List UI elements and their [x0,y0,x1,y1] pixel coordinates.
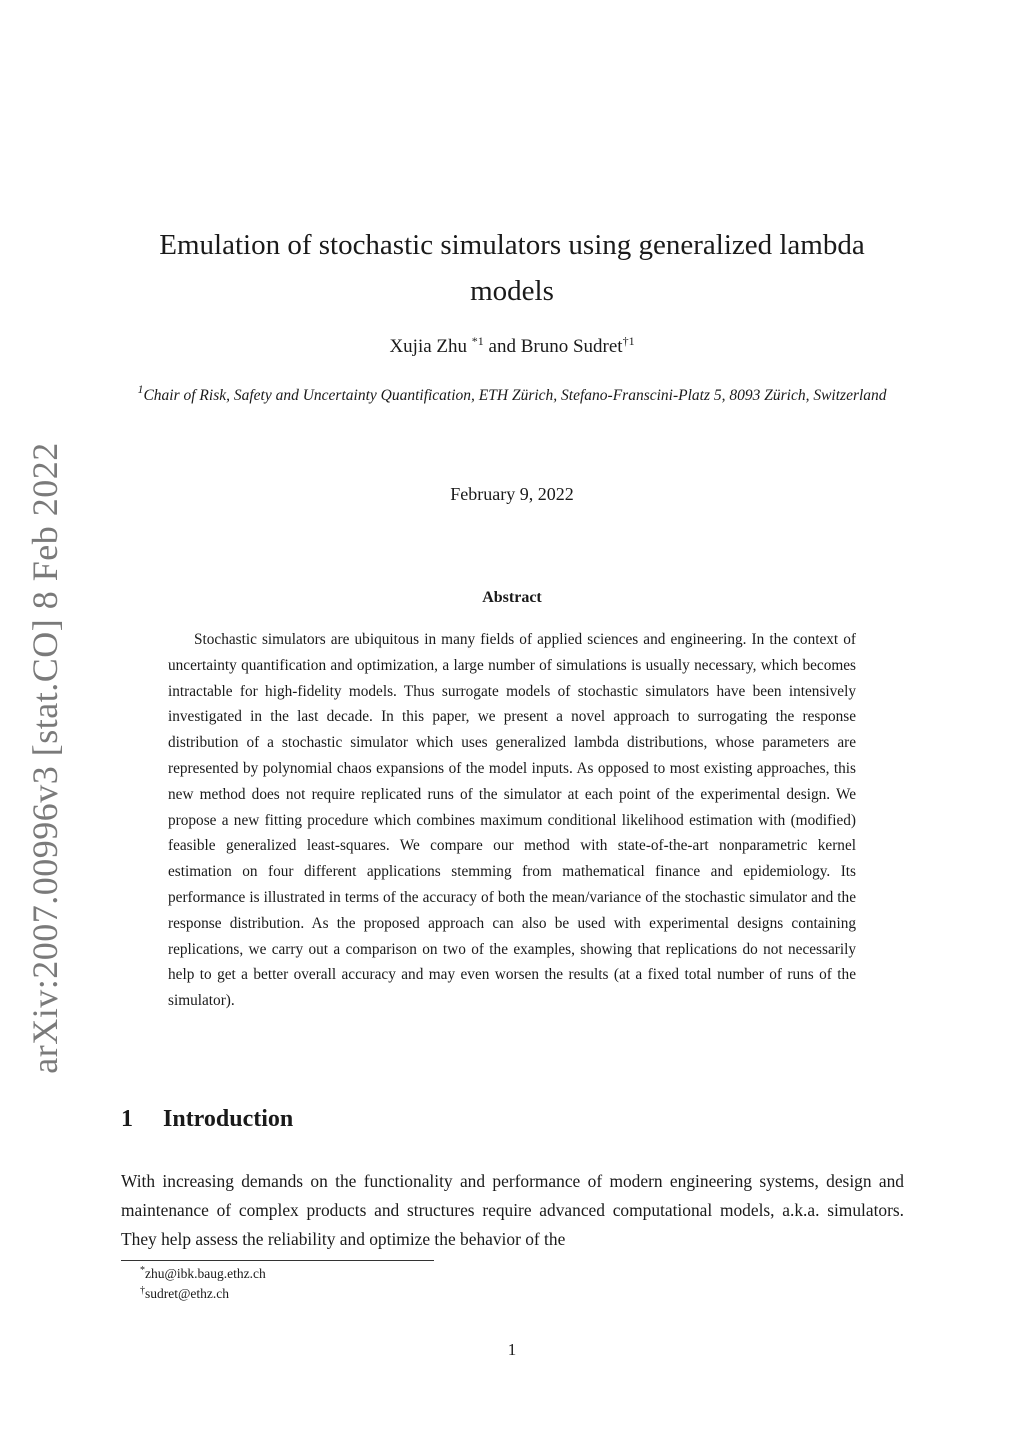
footnote-divider [121,1260,434,1261]
paper-title: Emulation of stochastic simulators using generalized lambda models [159,229,865,307]
introduction-paragraph: With increasing demands on the functionality and performance of modern engineering systems, design and maintenance of complex products and structures require advanced computational models, a.k.a. simulators. They help assess the reliability and optimize the behavior of the [121,1171,904,1249]
author-name: Xujia Zhu [389,336,468,357]
author-affiliation-mark: *1 [471,334,484,348]
footnote-mark: * [140,1265,145,1276]
footnote [140,1266,266,1282]
author-conjunction: and [488,336,516,357]
publication-date: February 9, 2022 [450,484,574,504]
affiliation [130,383,894,408]
abstract-body: Stochastic simulators are ubiquitous in many fields of applied sciences and engineering. In the context of uncertainty quantification and optimization, a large number of simulations is usually necessary, which becomes intractable for high-fidelity models. Thus surrogate models of stochastic simulators have been intensively investigated in the last decade. In this paper, we present a novel approach to surrogating the response distribution of a stochastic simulator which uses generalized lambda distributions, whose parameters are represented by polynomial chaos expansions of the model inputs. As opposed to most existing approaches, this new method does not require replicated runs of the simulator at each point of the experimental design. We propose a new fitting procedure which combines maximum conditional likelihood estimation with (modified) feasible generalized least-squares. We compare our method with state-of-the-art nonparametric kernel estimation on four different applications stemming from mathematical finance and epidemiology. Its performance is illustrated in terms of the accuracy of both the mean/variance of the stochastic simulator and the response distribution. As the proposed approach can also be used with experimental designs containing replications, we carry out a comparison on two of the examples, showing that replications do not necessarily help to get a better overall accuracy and may even worsen the results (at a fixed total number of runs of the simulator). [168,631,856,1010]
section-number: 1 [121,1106,133,1132]
author-affiliation-mark: †1 [622,334,635,348]
footnote-email: zhu@ibk.baug.ethz.ch [145,1266,266,1281]
author-name: Bruno Sudret [520,336,623,357]
section-heading [121,1106,293,1133]
footnote-mark: † [140,1285,145,1296]
section-title: Introduction [163,1106,294,1132]
footnote-email: sudret@ethz.ch [145,1286,230,1301]
affiliation-text: Chair of Risk, Safety and Uncertainty Quantification, ETH Zürich, Stefano-Franscini-Platz 5, 8093 Zürich, Switzerland [143,387,887,404]
footnote [140,1286,229,1302]
abstract-heading: Abstract [482,589,542,606]
author-line [130,336,894,358]
affiliation-mark: 1 [137,382,144,396]
arxiv-identifier-stamp: arXiv:2007.00996v3 [stat.CO] 8 Feb 2022 [25,442,65,1074]
page-number: 1 [507,1340,517,1359]
